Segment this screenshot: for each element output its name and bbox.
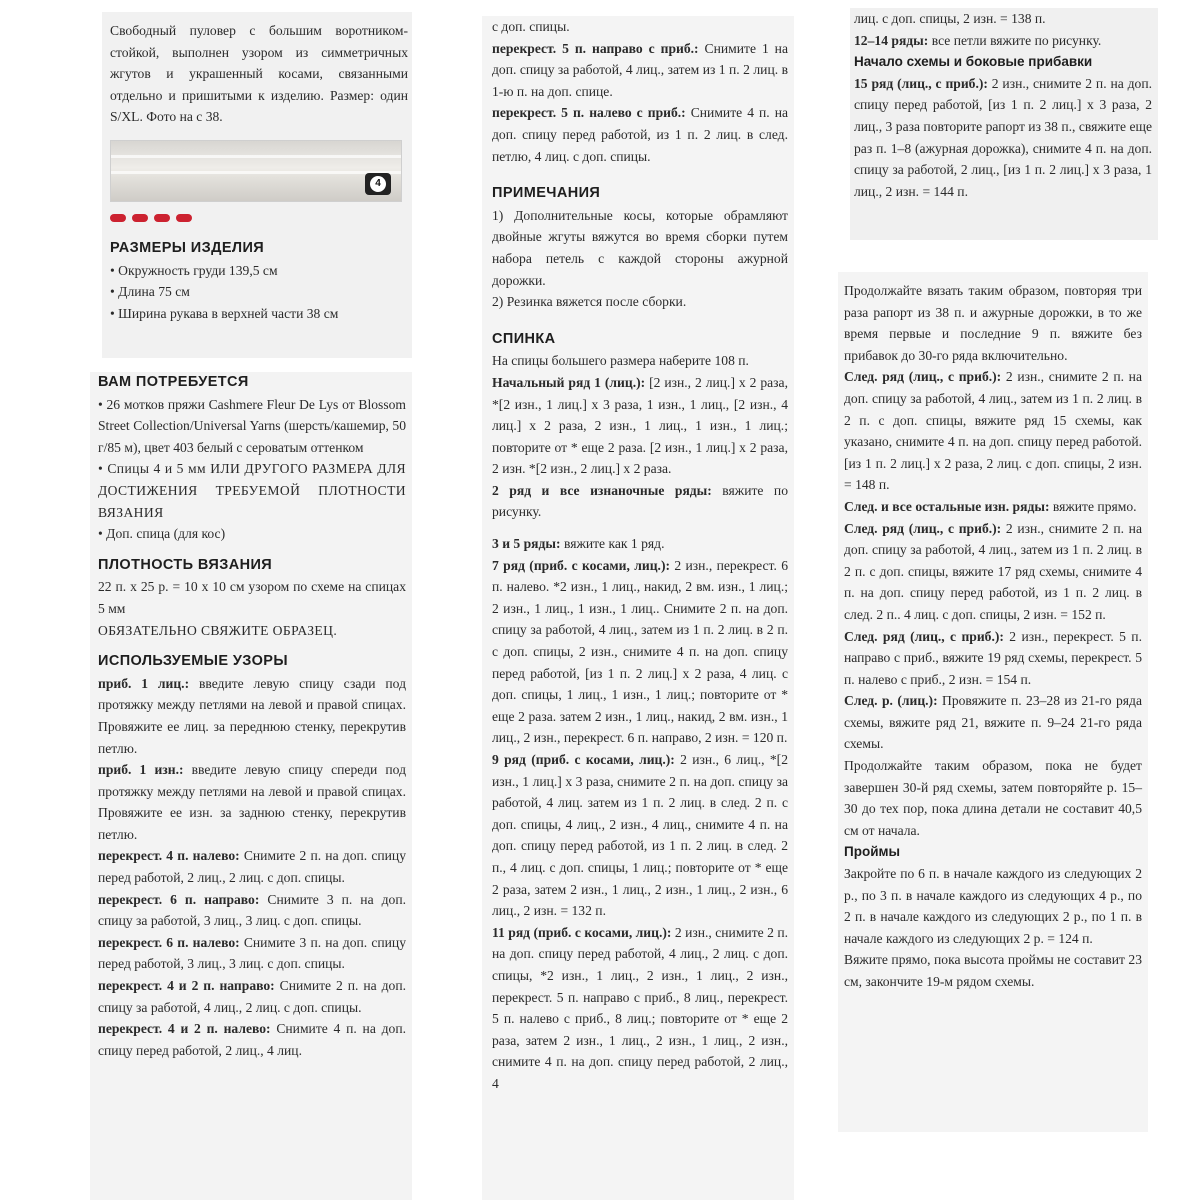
back-heading: СПИНКА [492, 330, 556, 347]
pattern-entry [98, 889, 406, 932]
instruction-entry [854, 30, 1152, 52]
needs-list [98, 394, 406, 545]
pattern-term: приб. 1 лиц.: [98, 675, 190, 691]
instruction-text: 2 изн., снимите 2 п. на доп. спицу за работой, 4 лиц., затем из 1 п. 2 лиц. в 2 п. с доп. спицы, вяжите ряд 15 схемы, как указано, снимите 4 п. на доп. спицу перед работой. [из 1 п. 2 лиц.] х 2 раза, 2 лиц. с доп. спицы, 2 изн. = 148 п. [844, 369, 1142, 493]
instruction-entry [844, 366, 1142, 496]
instruction-term: 12–14 ряды: [854, 32, 929, 48]
materials-block [90, 372, 412, 1200]
pattern-term: перекрест. 4 и 2 п. направо: [98, 978, 275, 994]
yarn-weight-badge [365, 173, 391, 195]
instruction-text: [2 изн., 2 лиц.] х 2 раза, *[2 изн., 1 лиц.] х 3 раза, 1 изн., 1 лиц., [2 изн., 4 лиц.] х 2 раза, 2 изн., 1 лиц., 1 изн., 1 лиц.; повторите от * еще 2 раза. [2 изн., 1 лиц.] х 2 раза, 2 изн. *[2 изн., 2 лиц.] х 2 раза. [492, 374, 788, 477]
instruction-term: 3 и 5 ряды: [492, 536, 561, 552]
shaping-block [838, 272, 1148, 1132]
list-item: • Спицы 4 и 5 мм ИЛИ ДРУГОГО РАЗМЕРА ДЛЯ ДОСТИЖЕНИЯ ТРЕБУЕМОЙ ПЛОТНОСТИ ВЯЗАНИЯ [98, 458, 406, 523]
back-instructions-block [482, 16, 794, 1200]
list-item: • Доп. спица (для кос) [98, 523, 406, 545]
pattern-term: перекрест. 6 п. направо: [98, 891, 260, 907]
instruction-term: След. ряд (лиц., с приб.): [844, 628, 1004, 644]
intro-block [102, 12, 412, 358]
instruction-text: вяжите по рисунку. [492, 482, 788, 520]
pattern-entry [98, 932, 406, 975]
pattern-text: введите левую спицу сзади под протяжку между петлями на левой и правой спицах. Провяжите ее лиц. за переднюю стенку, перекрутив петлю. [98, 675, 406, 756]
armhole-text: Закройте по 6 п. в начале каждого из следующих 2 р., по 3 п. в начале каждого из следующих 4 р., по 2 п. в начале каждого из следующих 2 р., по 1 п. в начале каждого из следующих 2 р. = 124 п. [844, 866, 1142, 946]
instruction-term: 15 ряд (лиц., с приб.): [854, 75, 988, 91]
instruction-entry [854, 73, 1152, 203]
note-text: 1) Дополнительные косы, которые обрамляют двойные жгуты вяжутся во время сборки путем набора петель с каждой стороны ажурной дорожки. [492, 207, 788, 288]
gauge-note: ОБЯЗАТЕЛЬНО СВЯЖИТЕ ОБРАЗЕЦ. [98, 622, 338, 638]
instruction-text: вяжите прямо. [1049, 498, 1137, 514]
sizes-heading: РАЗМЕРЫ ИЗДЕЛИЯ [110, 239, 265, 256]
instruction-term: перекрест. 5 п. направо с приб.: [492, 40, 699, 56]
instruction-text: Провяжите п. 23–28 из 21-го ряда схемы, вяжите ряд 21, вяжите п. 9–24 21-го ряда схемы. [844, 693, 1142, 752]
instruction-entry [492, 922, 788, 1095]
gauge-heading: ПЛОТНОСТЬ ВЯЗАНИЯ [98, 556, 273, 573]
yarn-weight-number: 4 [370, 176, 386, 192]
pattern-entry [98, 673, 406, 759]
armhole-heading: Проймы [844, 844, 901, 860]
pattern-term: перекрест. 4 и 2 п. налево: [98, 1021, 271, 1037]
instruction-entry [844, 518, 1142, 626]
yarn-strand [111, 171, 401, 174]
instruction-text: 2 изн., снимите 2 п. на доп. спицу перед работой, 4 лиц., 2 лиц. с доп. спицы, *2 изн., 1 лиц., 2 изн., 1 лиц., 2 изн., перекрест. 5 п. направо с приб., 8 лиц., перекрест. 5 п. налево с приб., 8 лиц.; повторите от * еще 2 раза, затем 2 изн., 1 лиц., 2 изн., 1 лиц., 2 изн., снимите 4 п. на доп. спицу перед работой, 2 лиц., 4 [492, 924, 788, 1091]
note-text: 2) Резинка вяжется после сборки. [492, 294, 687, 310]
instruction-text: 2 изн., перекрест. 6 п. налево. *2 изн., 1 лиц., накид, 2 вм. изн., 1 лиц.; 2 изн., 1 лиц., 1 изн., 1 лиц.. Снимите 2 п. на доп. спицу за работой, 4 лиц., затем из 1 п. 2 лиц. в 2 п. с доп. спицы, 2 изн., снимите 4 п. на доп. спицу перед работой, [из 1 п. 2 лиц.] х 2 раза, 4 лиц. с доп. спицы, 1 лиц., 1 изн., 1 лиц.; повторите от * еще 2 раза. затем 2 изн., 1 лиц., накид, 2 вм. изн., 1 лиц., 2 изн., перекрест. 6 п. направо, 2 изн. = 120 п. [492, 557, 788, 746]
list-item: • Ширина рукава в верхней части 38 см [110, 303, 408, 325]
instruction-term: Начальный ряд 1 (лиц.): [492, 374, 646, 390]
instruction-entry [844, 496, 1142, 518]
patterns-list [98, 673, 406, 1062]
list-item: • 26 мотков пряжи Cashmere Fleur De Lys от Blossom Street Collection/Universal Yarns (шерсть/кашемир, 50 г/85 м), цвет 403 белый с сероватым оттенком [98, 394, 406, 459]
instruction-text: 2 изн., 6 лиц., *[2 изн., 1 лиц.] х 3 раза, снимите 2 п. на доп. спицу за работой, 4 лиц. затем из 1 п. 2 лиц. в след. 2 п. с доп. спицы, 4 лиц., 2 изн., 4 лиц., снимите 4 п. на доп. спицу перед работой, из 1 п. 2 лиц. в след. 2 п., 4 лиц. с доп. спицы, 1 лиц.; повторите от * еще 2 раза, затем 2 изн., 1 лиц., 2 изн., 1 лиц., 2 изн., 6 лиц., 2 изн. = 132 п. [492, 752, 788, 919]
pattern-term: перекрест. 6 п. налево: [98, 934, 240, 950]
instruction-text: вяжите как 1 ряд. [560, 536, 665, 552]
sizes-list [110, 260, 408, 325]
chart-start-block [850, 8, 1158, 240]
instruction-entry [492, 749, 788, 922]
list-item: • Окружность груди 139,5 см [110, 260, 408, 282]
continue-text: Продолжайте вязать таким образом, повторяя три раза рапорт из 38 п. и ажурные дорожки, в то же время первые и последние 9 п. вяжите без прибавок до 30-го ряда включительно. [844, 283, 1142, 363]
intro-text: Свободный пуловер с большим воротником-стойкой, выполнен узором из симметричных жгутов и украшенный косами, связанными отдельно и пришитыми к изделию. Размер: один S/XL. Фото на с 38. [110, 23, 408, 125]
gauge-text: 22 п. х 25 р. = 10 х 10 см узором по схеме на спицах 5 мм [98, 579, 406, 616]
pattern-text: Снимите 2 п. на доп. спицу за работой, 4 лиц., 2 лиц. с доп. спицы. [98, 978, 406, 1015]
instruction-term: перекрест. 5 п. налево с приб.: [492, 105, 686, 121]
pattern-text: Снимите 3 п. на доп. спицу перед работой, 3 лиц., 3 лиц. с доп. спицы. [98, 934, 406, 972]
instruction-text: 2 изн., снимите 2 п. на доп. спицу за работой, 4 лиц., затем из 1 п. 2 лиц. в 2 п. с доп. спицы, вяжите 17 ряд схемы, снимите 4 п. на доп. спицу перед работой, из 1 п. 2 лиц. в след. 2 п.. 4 лиц. с доп. спицы, 2 изн. = 152 п. [844, 520, 1142, 622]
back-intro: На спицы большего размера наберите 108 п. [492, 353, 749, 369]
instruction-term: 9 ряд (приб. с косами, лиц.): [492, 752, 675, 767]
instruction-entry [492, 102, 788, 167]
pattern-text: Снимите 4 п. на доп. спицу перед работой, 2 лиц., 4 лиц. [98, 1021, 406, 1058]
list-item: • Длина 75 см [110, 281, 408, 303]
pattern-entry [98, 1018, 406, 1061]
difficulty-level-icon [110, 214, 408, 222]
continued-text: с доп. спицы. [492, 19, 570, 34]
pattern-text: Снимите 3 п. на доп. спицу за работой, 3 лиц., 3 лиц. с доп. спицы. [98, 891, 406, 929]
pattern-text: введите левую спицу спереди под протяжку между петлями на левой и правой спицах. Провяжите ее изн. за заднюю стенку, перекрутив петлю. [98, 762, 406, 842]
instruction-text: Снимите 1 на доп. спицу за работой, 4 лиц., затем из 1 п. 2 лиц. в 1-ю п. на доп. спице. [492, 40, 788, 99]
pattern-entry [98, 845, 406, 888]
instruction-term: След. ряд (лиц., с приб.): [844, 520, 1002, 536]
instruction-entry [492, 372, 788, 480]
instruction-term: След. и все остальные изн. ряды: [844, 498, 1050, 514]
instruction-entry [844, 626, 1142, 691]
instruction-term: 11 ряд (приб. с косами, лиц.): [492, 924, 672, 940]
pattern-term: приб. 1 изн.: [98, 762, 184, 778]
notes-heading: ПРИМЕЧАНИЯ [492, 185, 601, 202]
continue-text: Продолжайте таким образом, пока не будет завершен 30-й ряд схемы, затем повторяйте р. 15–30 до тех пор, пока длина детали не составит 40,5 см от начала. [844, 758, 1142, 838]
instruction-term: 7 ряд (приб. с косами, лиц.): [492, 557, 671, 573]
instruction-text: 2 изн., перекрест. 5 п. направо с приб., вяжите 19 ряд схемы, перекрест. 5 п. налево с приб., 2 изн. = 154 п. [844, 628, 1142, 687]
straight-text: Вяжите прямо, пока высота проймы не составит 23 см, закончите 19-м рядом схемы. [844, 952, 1142, 989]
instruction-text: Снимите 4 п. на доп. спицу перед работой, из 1 п. 2 лиц. в след. петлю, 4 лиц. с доп. спицы. [492, 105, 788, 164]
pattern-term: перекрест. 4 п. налево: [98, 848, 240, 864]
pattern-entry [98, 759, 406, 845]
continued-text: лиц. с доп. спицы, 2 изн. = 138 п. [854, 11, 1046, 26]
instruction-term: След. р. (лиц.): [844, 693, 938, 709]
patterns-heading: ИСПОЛЬЗУЕМЫЕ УЗОРЫ [98, 653, 288, 670]
instruction-text: 2 изн., снимите 2 п. на доп. спицу перед работой, [из 1 п. 2 лиц.] х 3 раза, 2 лиц., 3 раза повторите рапорт из 38 п., свяжите еще раз п. 1–8 (ажурная дорожка), снимите 4 п. на доп. спицу за работой, 2 лиц., [из 1 п. 2 лиц.] х 3 раза, 1 лиц., 2 изн. = 144 п. [854, 75, 1152, 199]
instruction-entry [492, 533, 788, 555]
pattern-text: Снимите 2 п. на доп. спицу перед работой, 2 лиц., 2 лиц. с доп. спицы. [98, 848, 406, 886]
instruction-entry [492, 38, 788, 103]
instruction-text: все петли вяжите по рисунку. [928, 32, 1102, 48]
instruction-entry [492, 480, 788, 523]
yarn-strand [111, 155, 401, 158]
yarn-photo [110, 140, 402, 202]
pattern-entry [98, 975, 406, 1018]
needs-heading: ВАМ ПОТРЕБУЕТСЯ [98, 374, 249, 390]
instruction-term: След. ряд (лиц., с приб.): [844, 369, 1002, 385]
instruction-term: 2 ряд и все изнаночные ряды: [492, 482, 712, 498]
instruction-entry [844, 690, 1142, 755]
chart-start-heading: Начало схемы и боковые прибавки [854, 54, 1093, 70]
instruction-entry [492, 555, 788, 749]
